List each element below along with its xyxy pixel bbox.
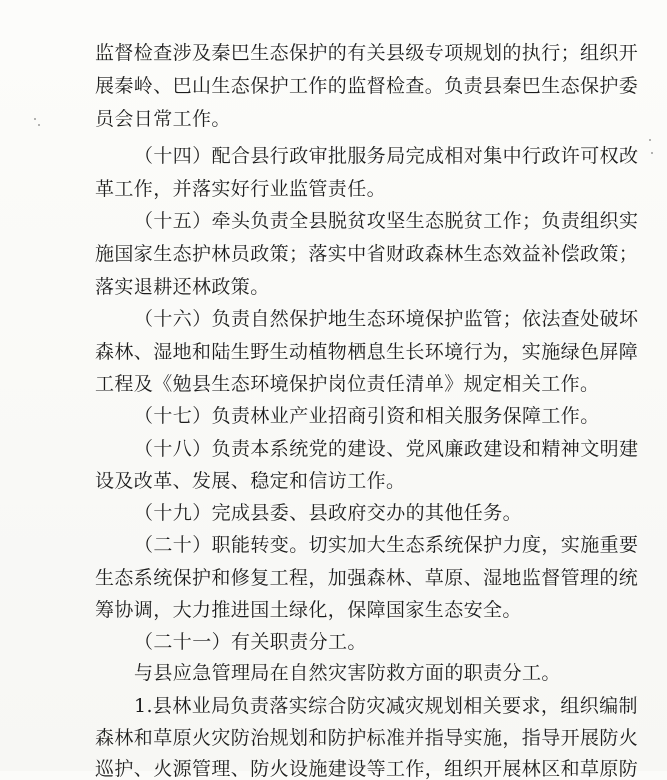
text-line: （十六）负责自然保护地生态环境保护监管；依法查处破坏 — [134, 308, 639, 330]
text-line: （二十）职能转变。切实加大生态系统保护力度，实施重要 — [134, 534, 639, 556]
text-line: 展秦岭、巴山生态保护工作的监督检查。负责县秦巴生态保护委 — [95, 75, 639, 97]
text-line: 筹协调，大力推进国土绿化，保障国家生态安全。 — [95, 599, 522, 621]
text-line: （十四）配合县行政审批服务局完成相对集中行政许可权改 — [134, 145, 639, 167]
text-line: （十七）负责林业产业招商引资和相关服务保障工作。 — [134, 405, 600, 427]
text-line: 生态系统保护和修复工程，加强森林、草原、湿地监督管理的统 — [95, 567, 639, 589]
text-line: 1.县林业局负责落实综合防灾减灾规划相关要求，组织编制 — [134, 695, 638, 717]
text-line: 落实退耕还林政策。 — [95, 276, 270, 298]
text-line: 员会日常工作。 — [95, 108, 231, 130]
scan-speck — [38, 124, 40, 126]
text-line: （二十一）有关职责分工。 — [134, 631, 367, 653]
text-line: （十九）完成县委、县政府交办的其他任务。 — [134, 502, 523, 524]
text-line: 森林和草原火灾防治规划和防护标准并指导实施，指导开展防火 — [95, 727, 639, 749]
text-line: （十五）牵头负责全县脱贫攻坚生态脱贫工作；负责组织实 — [134, 210, 639, 232]
text-line: 施国家生态护林员政策；落实中省财政森林生态效益补偿政策； — [95, 243, 639, 265]
text-line: （十八）负责本系统党的建设、党风廉政建设和精神文明建 — [134, 438, 639, 460]
text-line: 工程及《勉县生态环境保护岗位责任清单》规定相关工作。 — [95, 373, 600, 395]
text-line: 与县应急管理局在自然灾害防救方面的职责分工。 — [134, 662, 561, 684]
scan-speck — [651, 152, 653, 154]
text-line: 监督检查涉及秦巴生态保护的有关县级专项规划的执行；组织开 — [95, 42, 639, 64]
text-line: 设及改革、发展、稳定和信访工作。 — [95, 470, 406, 492]
text-line: 革工作，并落实好行业监管责任。 — [95, 178, 387, 200]
scan-speck — [34, 118, 36, 120]
scan-speck — [649, 139, 651, 141]
text-line: 森林、湿地和陆生野生动植物栖息生长环境行为，实施绿色屏障 — [95, 341, 639, 363]
text-line: 巡护、火源管理、防火设施建设等工作，组织开展林区和草原防 — [95, 758, 639, 780]
